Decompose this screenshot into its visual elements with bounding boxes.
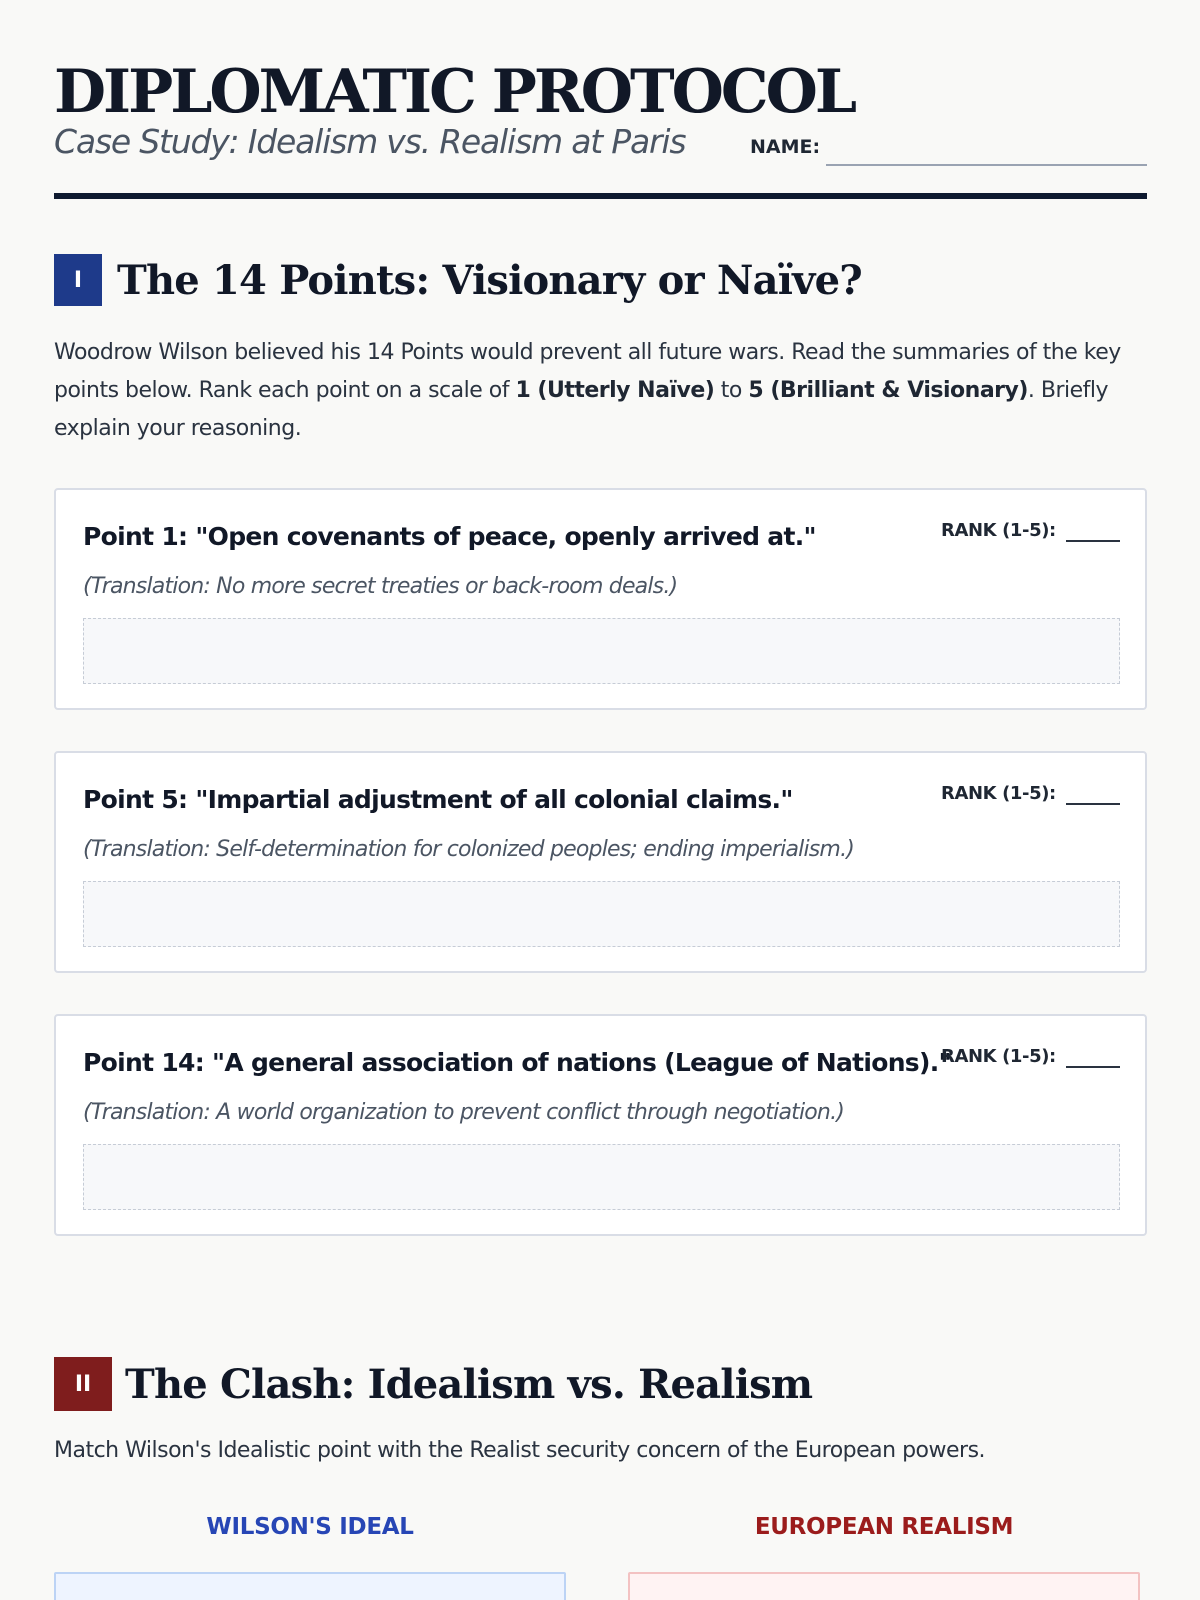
point-title: Point 5: "Impartial adjustment of all colonial claims." xyxy=(83,785,793,814)
point-card xyxy=(54,1014,1147,1236)
point-title: Point 14: "A general association of nations (League of Nations)." xyxy=(83,1048,951,1077)
scale-high-label: 5 (Brilliant & Visionary) xyxy=(748,378,1028,403)
section-1-badge: I xyxy=(54,254,102,306)
reasoning-answer-box[interactable] xyxy=(83,881,1120,947)
section-2-instructions: Match Wilson's Idealistic point with the Realist security concern of the European powers. xyxy=(54,1438,986,1463)
wilson-ideal-box[interactable] xyxy=(54,1572,566,1600)
name-field[interactable] xyxy=(826,164,1147,166)
scale-low-label: 1 (Utterly Naïve) xyxy=(515,378,715,403)
section-2-title: The Clash: Idealism vs. Realism xyxy=(125,1360,813,1408)
rank-label: RANK (1-5): xyxy=(941,1046,1056,1067)
point-card xyxy=(54,751,1147,973)
reasoning-answer-box[interactable] xyxy=(83,1144,1120,1210)
section-2-badge: II xyxy=(54,1357,112,1411)
section-2-heading xyxy=(54,1357,812,1411)
rank-input[interactable] xyxy=(1066,1066,1120,1068)
instructions-text-end: . Briefly explain your reasoning. xyxy=(54,378,1109,441)
rank-input[interactable] xyxy=(1066,540,1120,542)
worksheet-page xyxy=(54,0,1147,1600)
instructions-text-mid: to xyxy=(714,378,749,403)
worksheet-header xyxy=(54,57,1147,161)
section-1-instructions xyxy=(54,334,1147,448)
reasoning-answer-box[interactable] xyxy=(83,618,1120,684)
header-divider xyxy=(54,193,1147,199)
section-1-title: The 14 Points: Visionary or Naïve? xyxy=(117,256,862,304)
point-translation: (Translation: No more secret treaties or back-room deals.) xyxy=(83,574,678,599)
point-title: Point 1: "Open covenants of peace, openly arrived at." xyxy=(83,522,816,551)
instructions-text-start: Woodrow Wilson believed his 14 Points would prevent all future wars. Read the summaries of the key points below. Rank each point on a scale of xyxy=(54,340,1121,403)
wilson-ideal-heading: WILSON'S IDEAL xyxy=(206,1514,414,1540)
european-realism-box[interactable] xyxy=(628,1572,1140,1600)
page-subtitle: Case Study: Idealism vs. Realism at Paris xyxy=(54,122,686,161)
rank-label: RANK (1-5): xyxy=(941,520,1056,541)
rank-label: RANK (1-5): xyxy=(941,783,1056,804)
name-label: NAME: xyxy=(750,136,821,158)
point-card xyxy=(54,488,1147,710)
european-realism-heading: EUROPEAN REALISM xyxy=(754,1514,1014,1540)
page-title: DIPLOMATIC PROTOCOL xyxy=(54,57,855,127)
point-translation: (Translation: A world organization to prevent conflict through negotiation.) xyxy=(83,1100,845,1125)
point-translation: (Translation: Self-determination for colonized peoples; ending imperialism.) xyxy=(83,837,855,862)
section-1-heading xyxy=(54,254,862,306)
rank-input[interactable] xyxy=(1066,803,1120,805)
